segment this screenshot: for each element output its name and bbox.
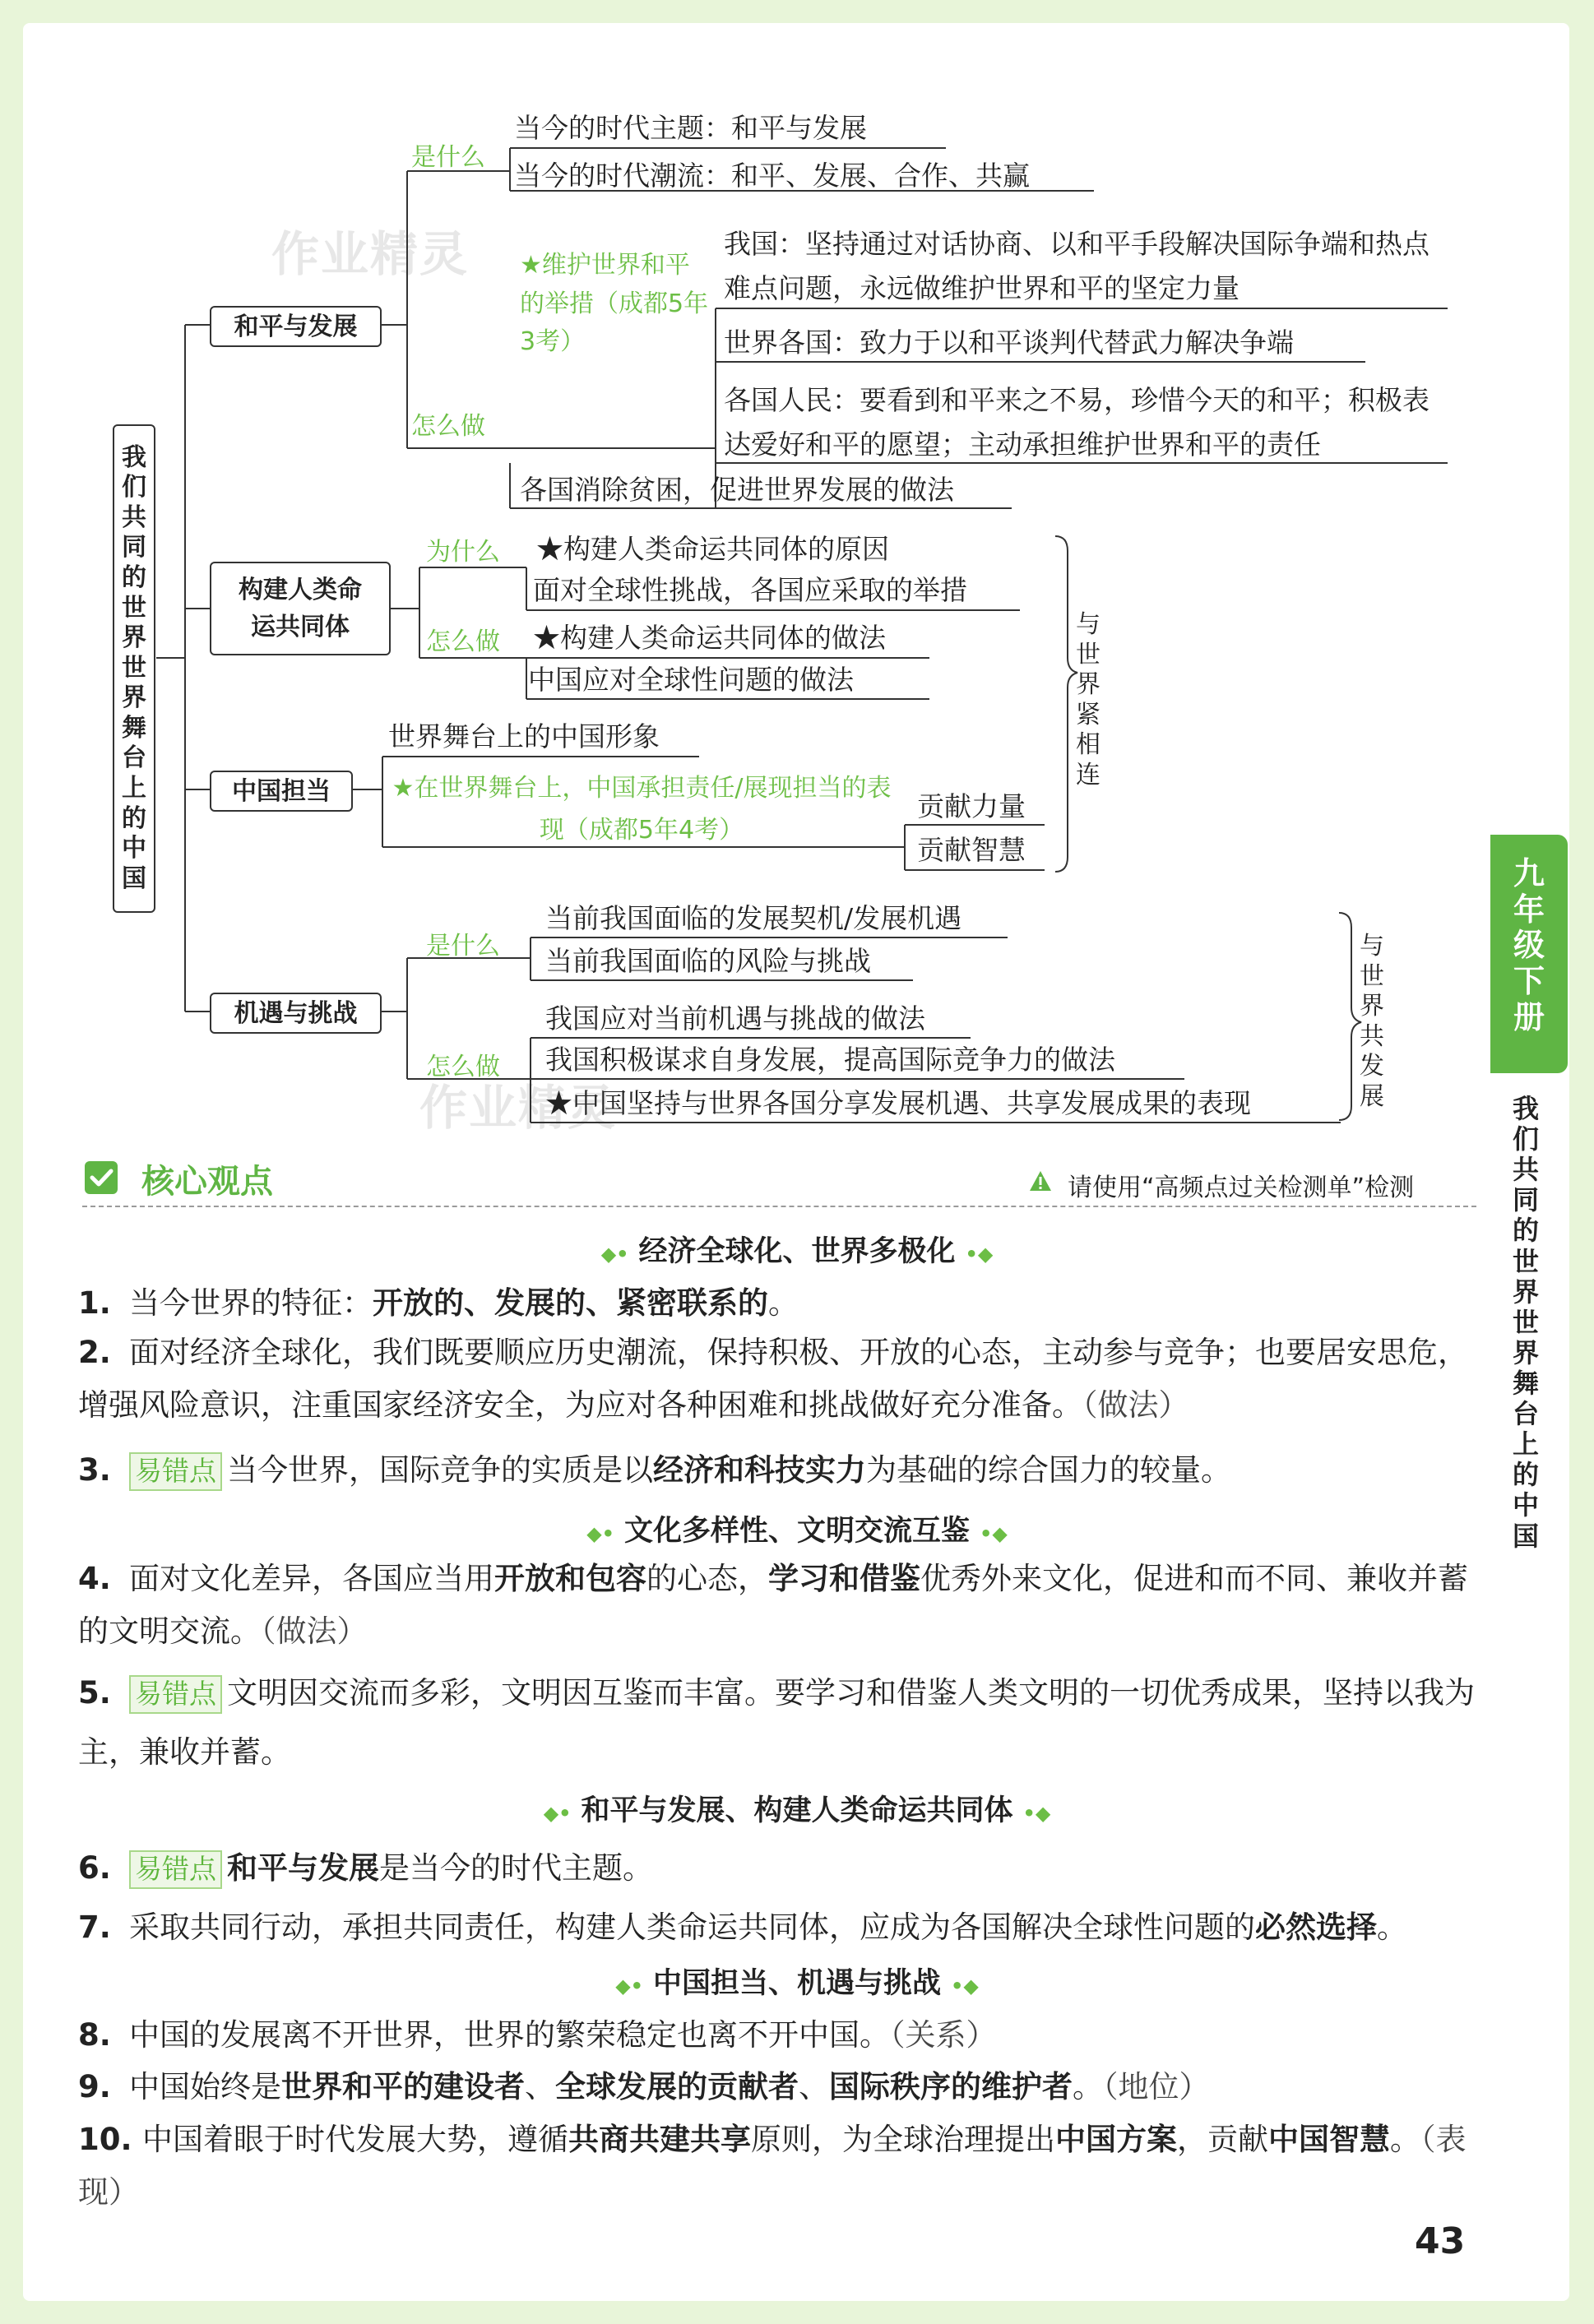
- group-header-culture: ◆• 文化多样性、文明交流互鉴 •◆: [586, 1515, 1008, 1548]
- group-header-china: ◆• 中国担当、机遇与挑战 •◆: [615, 1967, 979, 2000]
- side-label-connected: 与世界紧相连: [1076, 610, 1101, 789]
- label-peace-how: 怎么做: [411, 412, 485, 441]
- check-icon: [85, 1161, 118, 1194]
- china-image: 世界舞台上的中国形象: [388, 720, 660, 752]
- peace-how-people: 各国人民：要看到和平来之不易，珍惜今天的和平；积极表达爱好和平的愿望；主动承担维护世界和平的责任: [724, 384, 1430, 461]
- community-why-2: 面对全球性挑战，各国应采取的举措: [533, 574, 967, 606]
- label-opportunity-what: 是什么: [426, 932, 500, 961]
- point-2: 2. 面对经济全球化，我们既要顺应历史潮流，保持积极、开放的心态，主动参与竞争；也要居安思危，增强风险意识，注重国家经济安全，为应对各种困难和挑战做好充分准备。（做法）: [78, 1335, 1468, 1423]
- label-community-why: 为什么: [426, 538, 500, 567]
- point-8: 8. 中国的发展离不开世界，世界的繁荣稳定也离不开中国。（关系）: [78, 2017, 997, 2053]
- watermark-top: 作业精灵: [271, 226, 470, 282]
- node-china-role: 中国担当: [210, 771, 353, 812]
- opportunity-how-2: 我国积极谋求自身发展，提高国际竞争力的做法: [545, 1044, 1115, 1076]
- page-number: 43: [1415, 2220, 1466, 2262]
- label-china-star: ★在世界舞台上，中国承担责任/展现担当的表现（成都5年4考）: [392, 774, 892, 845]
- opportunity-how-1: 我国应对当前机遇与挑战的做法: [545, 1002, 925, 1035]
- peace-what-1: 当今的时代主题：和平与发展: [514, 112, 867, 144]
- section-title: 核心观点: [141, 1163, 273, 1201]
- unit-title-vertical: 我们共同的世界 世界舞台上的中国: [1512, 1093, 1539, 1552]
- label-peace-measures-star: ★维护世界和平的举措（成都5年3考）: [520, 251, 709, 356]
- group-header-globalization: ◆• 经济全球化、世界多极化 •◆: [600, 1235, 994, 1268]
- node-community: 构建人类命运共同体: [210, 562, 391, 655]
- point-10: 10. 中国着眼于时代发展大势，遵循共商共建共享原则，为全球治理提出中国方案，贡献中国智慧。（表现）: [78, 2121, 1467, 2210]
- node-peace-development: 和平与发展: [210, 306, 382, 347]
- label-opportunity-how: 怎么做: [426, 1053, 500, 1081]
- peace-how-china: 我国：坚持通过对话协商、以和平手段解决国际争端和热点难点问题，永远做维护世界和平的坚定力量: [724, 228, 1430, 305]
- peace-how-world: 世界各国：致力于以和平谈判代替武力解决争端: [724, 326, 1294, 359]
- group-header-peace: ◆• 和平与发展、构建人类命运共同体 •◆: [543, 1794, 1051, 1827]
- point-1: 1. 当今世界的特征：开放的、发展的、紧密联系的。: [78, 1285, 799, 1321]
- china-contribute-wisdom: 贡献智慧: [917, 834, 1026, 866]
- point-3: 3. 易错点 当今世界，国际竞争的实质是以经济和科技实力为基础的综合国力的较量。: [78, 1444, 1476, 1497]
- point-5: 5. 易错点 文明因交流而多彩，文明因互鉴而丰富。要学习和借鉴人类文明的一切优秀成果，坚持以我为主，兼收并蓄。: [78, 1675, 1475, 1771]
- community-how-1: ★构建人类命运共同体的做法: [533, 622, 886, 654]
- section-hint: 请使用“高频点过关检测单”检测: [1068, 1174, 1415, 1202]
- point-7: 7. 采取共同行动，承担共同责任，构建人类命运共同体，应成为各国解决全球性问题的必然选择。: [78, 1909, 1407, 1945]
- node-opportunity-challenge: 机遇与挑战: [210, 993, 382, 1034]
- opportunity-what-2: 当前我国面临的风险与挑战: [545, 945, 871, 977]
- peace-how-poverty: 各国消除贫困，促进世界发展的做法: [520, 474, 954, 506]
- china-contribute-strength: 贡献力量: [917, 790, 1026, 822]
- point-9: 9. 中国始终是世界和平的建设者、全球发展的贡献者、国际秩序的维护者。（地位）: [78, 2068, 1210, 2104]
- warning-icon: [1028, 1169, 1053, 1192]
- peace-what-2: 当今的时代潮流：和平、发展、合作、共赢: [514, 160, 1030, 192]
- grade-tab: 九年级下册: [1490, 835, 1568, 1073]
- label-community-how: 怎么做: [426, 627, 500, 656]
- label-peace-what: 是什么: [411, 143, 485, 172]
- community-how-2: 中国应对全球性问题的做法: [528, 664, 854, 696]
- side-label-develop: 与世界共发展: [1360, 932, 1384, 1111]
- opportunity-what-1: 当前我国面临的发展契机/发展机遇: [545, 902, 962, 934]
- point-6: 6. 易错点 和平与发展是当今的时代主题。: [78, 1842, 1476, 1895]
- watermark-bottom: 作业精灵: [419, 1080, 618, 1136]
- opportunity-how-3: ★中国坚持与世界各国分享发展机遇、共享发展成果的表现: [545, 1087, 1251, 1119]
- community-why-1: ★构建人类命运共同体的原因: [536, 533, 889, 565]
- point-4: 4. 面对文化差异，各国应当用开放和包容的心态，学习和借鉴优秀外来文化，促进和而不同、兼收并蓄的文明交流。（做法）: [78, 1560, 1468, 1649]
- mindmap-root: 我们共同的世界 世界舞台上的中国: [113, 424, 155, 913]
- section-divider: [82, 1206, 1476, 1207]
